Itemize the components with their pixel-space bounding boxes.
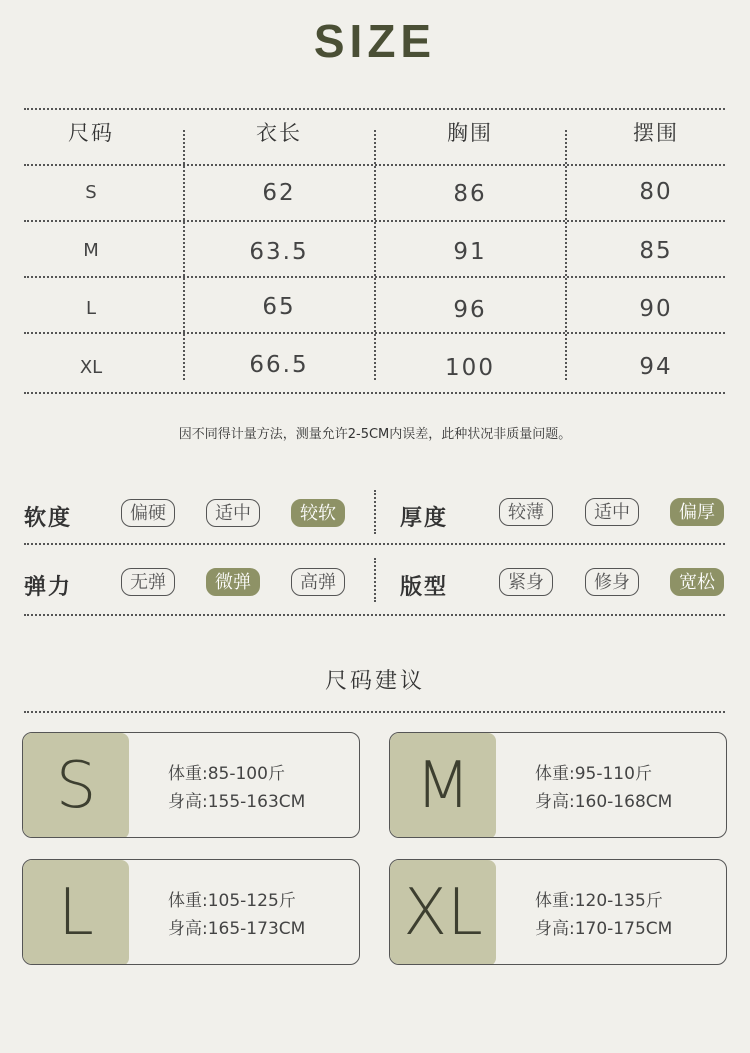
attribute-label-thickness: 厚度: [400, 506, 449, 531]
option-pill-selected: 宽松: [670, 568, 724, 596]
table-header: 摆围: [633, 121, 679, 145]
size-card-s: [22, 732, 360, 838]
table-cell: 62: [262, 180, 296, 206]
weight-range: 体重:120-135斤: [535, 891, 663, 911]
size-card-l: [22, 859, 360, 965]
table-cell-size: XL: [79, 357, 103, 378]
table-cell: 100: [445, 355, 495, 381]
table-header: 胸围: [447, 121, 493, 145]
table-cell: 94: [639, 354, 673, 380]
attribute-label-softness: 软度: [24, 506, 73, 531]
option-pill: 高弹: [291, 568, 345, 596]
size-card-info: [168, 760, 305, 816]
weight-range: 体重:105-125斤: [168, 891, 296, 911]
table-cell: 96: [453, 297, 487, 323]
attribute-separator: [24, 543, 725, 545]
attribute-label-fit: 版型: [400, 575, 449, 600]
table-cell-size: S: [85, 182, 97, 203]
recommend-separator: [24, 711, 725, 713]
attribute-label-elasticity: 弹力: [24, 575, 73, 600]
weight-range: 体重:85-100斤: [168, 764, 285, 784]
height-range: 身高:165-173CM: [168, 919, 306, 939]
size-card-m: [389, 732, 727, 838]
option-pill: 偏硬: [121, 499, 175, 527]
table-header: 衣长: [256, 121, 302, 145]
size-badge: M: [390, 733, 496, 838]
size-card-info: [168, 887, 305, 943]
option-pill: 修身: [585, 568, 639, 596]
option-pill: 适中: [206, 499, 260, 527]
size-badge: L: [23, 860, 129, 965]
size-badge: S: [23, 733, 129, 838]
table-cell: 86: [453, 181, 487, 207]
measurement-note: 因不同得计量方法，测量允许2-5CM内误差，此种状况非质量问题。: [178, 427, 572, 442]
table-header: 尺码: [68, 121, 114, 145]
size-card-xl: [389, 859, 727, 965]
table-cell: 63.5: [249, 239, 309, 265]
height-range: 身高:160-168CM: [535, 792, 673, 812]
table-cell-size: L: [85, 298, 97, 319]
table-cell-size: M: [83, 240, 99, 261]
option-pill: 适中: [585, 498, 639, 526]
option-pill-selected: 偏厚: [670, 498, 724, 526]
attribute-separator: [24, 614, 725, 616]
table-cell: 91: [453, 239, 487, 265]
weight-range: 体重:95-110斤: [535, 764, 652, 784]
option-pill-selected: 微弹: [206, 568, 260, 596]
recommend-title: 尺码建议: [324, 669, 425, 694]
option-pill: 无弹: [121, 568, 175, 596]
table-cell: 66.5: [249, 352, 309, 378]
size-card-info: [535, 760, 672, 816]
table-cell: 65: [262, 294, 296, 320]
option-pill: 较薄: [499, 498, 553, 526]
size-badge: XL: [390, 860, 496, 965]
height-range: 身高:170-175CM: [535, 919, 673, 939]
attribute-divider: [374, 558, 376, 602]
table-cell: 80: [639, 179, 673, 205]
table-cell: 85: [639, 238, 673, 264]
option-pill: 紧身: [499, 568, 553, 596]
attribute-divider: [374, 490, 376, 534]
height-range: 身高:155-163CM: [168, 792, 306, 812]
page-title: SIZE: [313, 15, 437, 67]
table-cell: 90: [639, 296, 673, 322]
option-pill-selected: 较软: [291, 499, 345, 527]
size-card-info: [535, 887, 672, 943]
